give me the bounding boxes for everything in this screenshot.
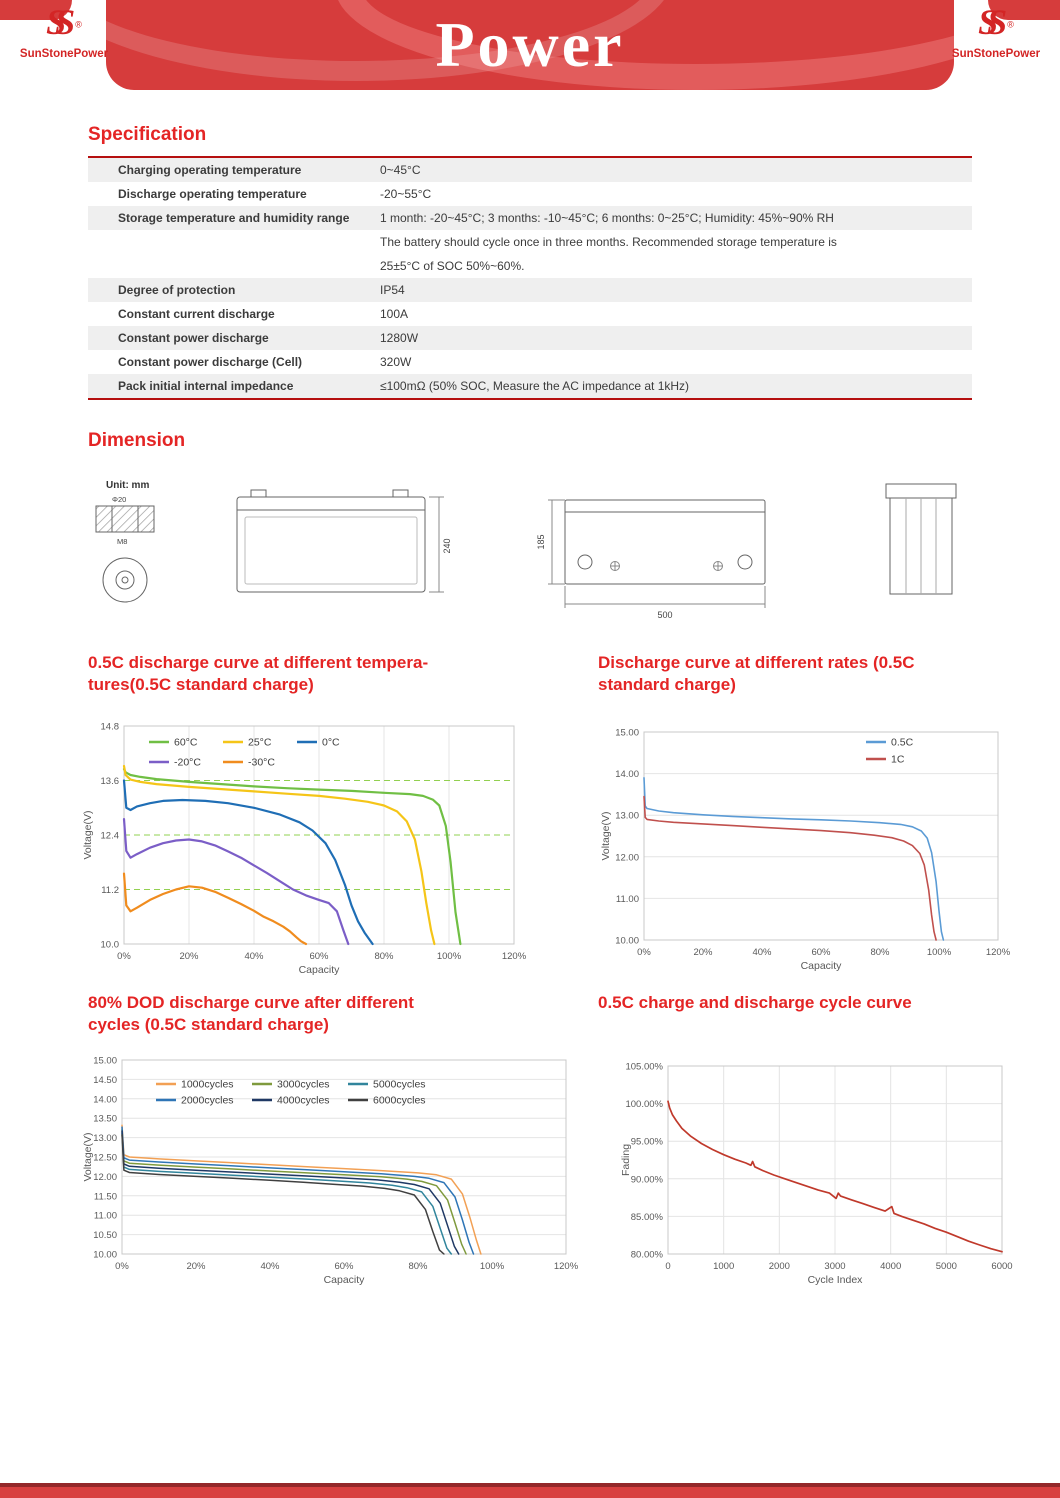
svg-text:15.00: 15.00: [93, 1055, 117, 1067]
svg-text:1C: 1C: [891, 753, 905, 766]
svg-text:10.00: 10.00: [615, 935, 639, 947]
svg-text:Cycle Index: Cycle Index: [807, 1274, 863, 1286]
spec-value: ≤100mΩ (50% SOC, Measure the AC impedance at 1kHz): [380, 379, 690, 393]
brand-name: SunStonePower: [19, 48, 109, 60]
svg-text:100%: 100%: [436, 951, 462, 962]
spec-value: The battery should cycle once in three months. Recommended storage temperature is: [380, 235, 837, 249]
svg-text:12.00: 12.00: [93, 1171, 117, 1183]
terminal-thread-label: M8: [117, 537, 128, 546]
spec-row: [88, 254, 972, 278]
specification-heading: Specification: [88, 124, 207, 145]
svg-text:40%: 40%: [752, 947, 772, 958]
svg-text:80%: 80%: [870, 947, 890, 958]
svg-text:14.50: 14.50: [93, 1074, 117, 1086]
svg-text:80%: 80%: [408, 1261, 428, 1272]
svg-text:60°C: 60°C: [174, 736, 198, 749]
svg-text:90.00%: 90.00%: [630, 1174, 663, 1186]
spec-row: [88, 230, 972, 254]
brand-name: SunStonePower: [951, 48, 1041, 60]
spec-label: Charging operating temperature: [118, 163, 302, 177]
svg-text:11.50: 11.50: [93, 1191, 117, 1203]
svg-text:Voltage(V): Voltage(V): [82, 1132, 94, 1182]
svg-text:20%: 20%: [693, 947, 713, 958]
spec-label: Constant power discharge: [118, 331, 269, 345]
banner-title: Power: [435, 9, 625, 80]
side-length-dimension: 500: [657, 610, 673, 620]
svg-text:5000: 5000: [935, 1261, 957, 1272]
battery-front-view: [237, 490, 452, 592]
svg-text:3000: 3000: [824, 1261, 846, 1272]
svg-text:11.00: 11.00: [615, 893, 639, 905]
spec-row: [88, 350, 972, 374]
spec-label: Storage temperature and humidity range: [118, 211, 350, 225]
svg-text:0.5C: 0.5C: [891, 736, 914, 749]
specification-table: [88, 156, 972, 400]
svg-text:100%: 100%: [926, 947, 952, 958]
svg-text:Capacity: Capacity: [323, 1274, 365, 1286]
chart-rate-discharge: [598, 724, 1010, 974]
svg-text:11.00: 11.00: [93, 1210, 117, 1222]
spec-row: [88, 206, 972, 230]
svg-text:10.50: 10.50: [93, 1230, 117, 1242]
svg-text:Voltage(V): Voltage(V): [82, 810, 94, 860]
spec-row: [88, 374, 972, 398]
svg-text:1000: 1000: [713, 1261, 735, 1272]
svg-text:105.00%: 105.00%: [625, 1061, 663, 1073]
svg-text:12.50: 12.50: [93, 1152, 117, 1164]
dimension-heading: Dimension: [88, 430, 186, 451]
svg-text:85.00%: 85.00%: [630, 1211, 663, 1223]
svg-text:40%: 40%: [244, 951, 264, 962]
svg-text:Capacity: Capacity: [298, 964, 340, 976]
chart-dod-cycles: [80, 1054, 580, 1288]
terminal-diameter-label: Φ20: [112, 495, 127, 504]
spec-value: 0~45°C: [380, 163, 421, 177]
svg-text:14.8: 14.8: [100, 721, 119, 733]
battery-end-view: [886, 484, 956, 594]
svg-text:13.6: 13.6: [100, 776, 119, 787]
svg-text:0°C: 0°C: [322, 736, 340, 749]
svg-text:25°C: 25°C: [248, 736, 272, 749]
spec-label: Pack initial internal impedance: [118, 379, 294, 393]
svg-text:100.00%: 100.00%: [625, 1099, 663, 1111]
chart-title-dod-cycles: 80% DOD discharge curve after different cycles (0.5C standard charge): [88, 993, 414, 1035]
svg-text:3000cycles: 3000cycles: [277, 1078, 330, 1091]
svg-text:20%: 20%: [179, 951, 199, 962]
spec-label: Discharge operating temperature: [118, 187, 307, 201]
svg-text:12.00: 12.00: [615, 852, 639, 864]
brand-logo-left: [16, 2, 112, 60]
registered-mark: ®: [75, 19, 82, 30]
svg-text:120%: 120%: [501, 951, 527, 962]
svg-text:60%: 60%: [334, 1261, 354, 1272]
chart-title-rate-discharge: Discharge curve at different rates (0.5C standard charge): [598, 653, 915, 695]
spec-value: -20~55°C: [380, 187, 432, 201]
svg-text:0%: 0%: [637, 947, 651, 958]
spec-label: Constant current discharge: [118, 307, 275, 321]
chart-title-temperature-discharge: 0.5C discharge curve at different tempera- tures(0.5C standard charge): [88, 653, 429, 695]
spec-row: [88, 278, 972, 302]
brand-logo-icon: SS ®: [46, 2, 82, 42]
spec-row: [88, 302, 972, 326]
header-banner: [106, 0, 954, 90]
brand-logo-right: [948, 2, 1044, 60]
svg-text:80%: 80%: [374, 951, 394, 962]
svg-text:120%: 120%: [553, 1261, 579, 1272]
spec-row: [88, 158, 972, 182]
spec-value: 25±5°C of SOC 50%~60%.: [380, 259, 525, 273]
spec-value: IP54: [380, 283, 405, 297]
dimension-drawing: [88, 474, 972, 634]
footer-bar: [0, 1483, 1060, 1498]
chart-temperature-discharge: [80, 718, 528, 978]
svg-text:11.2: 11.2: [101, 885, 119, 896]
registered-mark: ®: [1007, 19, 1014, 30]
spec-label: Degree of protection: [118, 283, 236, 297]
svg-text:60%: 60%: [309, 951, 329, 962]
svg-text:14.00: 14.00: [93, 1094, 117, 1106]
chart-cycle-curve: [618, 1058, 1014, 1288]
svg-text:2000cycles: 2000cycles: [181, 1094, 234, 1107]
svg-text:Capacity: Capacity: [800, 960, 842, 972]
svg-text:0%: 0%: [115, 1261, 129, 1272]
svg-text:2000: 2000: [768, 1261, 790, 1272]
battery-side-view: [536, 500, 765, 620]
chart-canvas: [618, 1058, 1014, 1288]
front-height-dimension: 240: [442, 538, 452, 554]
svg-text:4000: 4000: [880, 1261, 902, 1272]
svg-text:1000cycles: 1000cycles: [181, 1078, 234, 1091]
svg-text:15.00: 15.00: [615, 727, 639, 739]
svg-text:100%: 100%: [479, 1261, 505, 1272]
svg-text:12.4: 12.4: [100, 830, 119, 842]
svg-text:0: 0: [665, 1261, 671, 1272]
svg-text:Voltage(V): Voltage(V): [600, 811, 612, 861]
chart-canvas: [80, 1054, 580, 1288]
spec-value: 100A: [380, 307, 409, 321]
svg-text:40%: 40%: [260, 1261, 280, 1272]
svg-text:4000cycles: 4000cycles: [277, 1094, 330, 1107]
svg-text:6000: 6000: [991, 1261, 1013, 1272]
spec-row: [88, 182, 972, 206]
svg-text:5000cycles: 5000cycles: [373, 1078, 426, 1091]
side-height-dimension: 185: [536, 534, 546, 550]
spec-value: 320W: [380, 355, 412, 369]
svg-text:-30°C: -30°C: [248, 756, 275, 769]
svg-text:-20°C: -20°C: [174, 756, 201, 769]
svg-text:13.00: 13.00: [93, 1133, 117, 1145]
spec-row: [88, 326, 972, 350]
unit-label: Unit: mm: [106, 480, 150, 491]
svg-text:13.00: 13.00: [615, 810, 639, 822]
spec-value: 1 month: -20~45°C; 3 months: -10~45°C; 6 months: 0~25°C; Humidity: 45%~90% RH: [380, 211, 834, 225]
terminal-detail-drawing: [96, 495, 154, 602]
chart-title-cycle-curve: 0.5C charge and discharge cycle curve: [598, 993, 912, 1012]
svg-text:95.00%: 95.00%: [630, 1136, 663, 1148]
svg-text:6000cycles: 6000cycles: [373, 1094, 426, 1107]
svg-text:14.00: 14.00: [615, 769, 639, 781]
svg-text:20%: 20%: [186, 1261, 206, 1272]
svg-text:Fading: Fading: [620, 1143, 632, 1177]
svg-text:80.00%: 80.00%: [630, 1249, 663, 1261]
svg-text:120%: 120%: [985, 947, 1010, 958]
svg-text:0%: 0%: [117, 951, 131, 962]
spec-label: Constant power discharge (Cell): [118, 355, 303, 369]
spec-value: 1280W: [380, 331, 419, 345]
svg-text:60%: 60%: [811, 947, 831, 958]
svg-text:10.0: 10.0: [100, 939, 119, 951]
chart-canvas: [598, 724, 1010, 974]
brand-logo-icon: SS ®: [978, 2, 1014, 42]
svg-text:10.00: 10.00: [93, 1249, 117, 1261]
chart-canvas: [80, 718, 528, 978]
svg-text:13.50: 13.50: [93, 1113, 117, 1125]
